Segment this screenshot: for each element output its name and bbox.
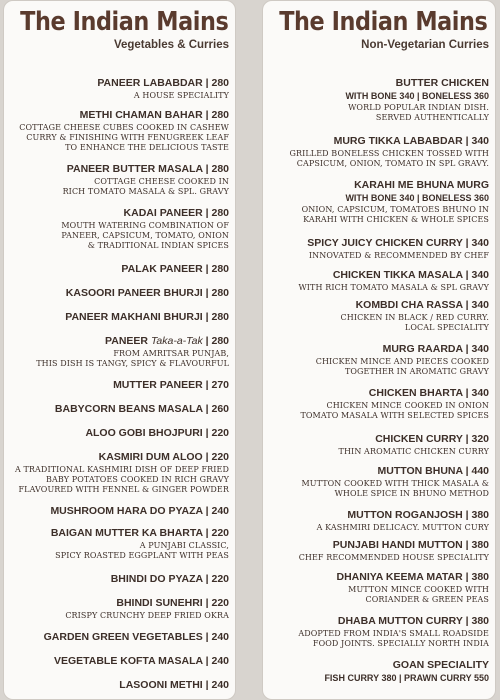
dish-title: DHANIYA KEEMA MATAR xyxy=(336,571,463,583)
menu-item xyxy=(4,77,229,101)
menu-item xyxy=(4,287,229,300)
dish-description: GRILLED BONELESS CHICKEN TOSSED WITH CAPSICUM, ONION, TOMATO IN SPL GRAVY. xyxy=(289,149,489,168)
dish-title: ALOO GOBI BHOJPURI xyxy=(85,427,203,439)
dish-name xyxy=(263,343,489,356)
dish-description: FROM AMRITSAR PUNJAB, THIS DISH IS TANGY, SPICY & FLAVOURFUL xyxy=(36,349,229,368)
menu-item xyxy=(263,509,489,533)
dish-name xyxy=(4,573,229,586)
dish-price: | 340 xyxy=(465,135,489,147)
menu-item xyxy=(263,299,489,333)
dish-price: | 280 xyxy=(205,163,229,175)
menu-item xyxy=(4,207,229,251)
dish-description: A PUNJABI CLASSIC, SPICY ROASTED EGGPLANT WITH PEAS xyxy=(55,541,229,560)
dish-description: CHICKEN IN BLACK / RED CURRY. LOCAL SPECIALITY xyxy=(340,313,489,332)
dish-description: MUTTON MINCE COOKED WITH CORIANDER & GREEN PEAS xyxy=(348,585,489,604)
menu-item xyxy=(4,631,229,644)
dish-description: ADOPTED FROM INDIA'S SMALL ROADSIDE FOOD JOINTS. SPECIALLY NORTH INDIA xyxy=(298,629,489,648)
dish-description: A HOUSE SPECIALITY xyxy=(133,91,229,100)
dish-description: MOUTH WATERING COMBINATION OF PANEER, CAPSICUM, TOMATO, ONION & TRADITIONAL INDIAN SPICES xyxy=(61,221,229,250)
menu-item xyxy=(263,135,489,169)
dish-description: CHICKEN MINCE AND PIECES COOKED TOGETHER IN AROMATIC GRAVY xyxy=(315,357,489,376)
menu-item xyxy=(4,655,229,668)
dish-name xyxy=(4,163,229,176)
dish-name xyxy=(4,207,229,220)
dish-title: MUTTER PANEER xyxy=(113,379,203,391)
dish-price: | 320 xyxy=(465,433,489,445)
dish-price: | 280 xyxy=(205,109,229,121)
menu-item xyxy=(4,505,229,518)
dish-price: | 280 xyxy=(205,335,229,347)
menu-item xyxy=(4,311,229,324)
menu-item xyxy=(4,679,229,692)
dish-name xyxy=(4,77,229,90)
menu-item xyxy=(263,433,489,457)
dish-price: | 440 xyxy=(465,465,489,477)
dish-description: CHICKEN MINCE COOKED IN ONION TOMATO MASALA WITH SELECTED SPICES xyxy=(300,401,489,420)
dish-description: INNOVATED & RECOMMENDED BY CHEF xyxy=(308,251,489,260)
dish-name xyxy=(263,387,489,400)
menu-item xyxy=(263,77,489,123)
dish-name xyxy=(4,379,229,392)
dish-price: | 340 xyxy=(465,343,489,355)
dish-description: ONION, CAPSICUM, TOMATOES BHUNO IN KARAHI WITH CHICKEN & WHOLE SPICES xyxy=(301,205,489,224)
dish-title: MURG TIKKA LABABDAR xyxy=(333,135,463,147)
dish-name xyxy=(4,263,229,276)
dish-title: MUTTON ROGANJOSH xyxy=(347,509,463,521)
dish-title: PANEER BUTTER MASALA xyxy=(66,163,203,175)
dish-description: WORLD POPULAR INDIAN DISH. SERVED AUTHENTICALLY xyxy=(348,103,489,122)
dish-price-options: FISH CURRY 380 | PRAWN CURRY 550 xyxy=(324,673,489,683)
dish-price: | 240 xyxy=(205,505,229,517)
menu-item xyxy=(4,597,229,621)
dish-title: GOAN SPECIALITY xyxy=(392,659,489,671)
panel-title: The Indian Mains xyxy=(20,7,229,37)
menu-item xyxy=(4,379,229,392)
menu-item xyxy=(4,263,229,276)
dish-title: BHINDI SUNEHRI xyxy=(116,597,203,609)
dish-price: | 280 xyxy=(205,287,229,299)
dish-description: A KASHMIRI DELICACY. MUTTON CURY xyxy=(316,523,489,532)
panel-title: The Indian Mains xyxy=(279,7,488,37)
panel-subtitle: Vegetables & Curries xyxy=(113,39,229,51)
dish-name xyxy=(263,509,489,522)
dish-price: | 220 xyxy=(205,573,229,585)
dish-name xyxy=(263,237,489,250)
dish-price: | 340 xyxy=(465,269,489,281)
menu-item xyxy=(263,343,489,377)
dish-price: | 270 xyxy=(205,379,229,391)
dish-name xyxy=(4,527,229,540)
dish-description: CHEF RECOMMENDED HOUSE SPECIALITY xyxy=(298,553,489,562)
menu-item xyxy=(263,237,489,261)
dish-price: | 220 xyxy=(205,451,229,463)
nonveg-menu-panel xyxy=(262,0,496,700)
dish-title: KASOORI PANEER BHURJI xyxy=(65,287,203,299)
dish-description: WITH RICH TOMATO MASALA & SPL GRAVY xyxy=(298,283,489,292)
dish-title: PANEER MAKHANI BHURJI xyxy=(65,311,203,323)
dish-title: PANEER xyxy=(105,335,149,347)
dish-name xyxy=(4,451,229,464)
dish-title: MUTTON BHUNA xyxy=(377,465,463,477)
dish-name xyxy=(263,571,489,584)
dish-price: | 380 xyxy=(465,539,489,551)
menu-item xyxy=(4,527,229,561)
dish-description: A TRADITIONAL KASHMIRI DISH OF DEEP FRIED BABY POTATOES COOKED IN RICH GRAVY FLAVOURED WITH FENNEL & GINGER POWDER xyxy=(14,465,229,494)
dish-name xyxy=(263,77,489,90)
menu-item xyxy=(263,269,489,293)
dish-description: CRISPY CRUNCHY DEEP FRIED OKRA xyxy=(65,611,229,620)
dish-price: | 340 xyxy=(465,299,489,311)
dish-name xyxy=(4,597,229,610)
dish-name xyxy=(263,465,489,478)
dish-title: CHICKEN CURRY xyxy=(375,433,463,445)
dish-title: KADAI PANEER xyxy=(123,207,203,219)
dish-price: | 260 xyxy=(205,403,229,415)
menu-item xyxy=(4,451,229,495)
menu-items xyxy=(263,1,495,699)
dish-name xyxy=(4,335,229,348)
menu-item xyxy=(263,465,489,499)
dish-price-options: WITH BONE 340 | BONELESS 360 xyxy=(345,91,489,101)
dish-price: | 240 xyxy=(205,679,229,691)
dish-name xyxy=(263,433,489,446)
dish-price: | 220 xyxy=(205,427,229,439)
dish-price: | 280 xyxy=(205,311,229,323)
dish-title: KARAHI ME BHUNA MURG xyxy=(354,179,489,191)
dish-style: Taka-a-Tak xyxy=(150,335,203,347)
dish-description: THIN AROMATIC CHICKEN CURRY xyxy=(338,447,489,456)
dish-title: VEGETABLE KOFTA MASALA xyxy=(53,655,203,667)
menu-item xyxy=(263,659,489,684)
menu-item xyxy=(263,539,489,563)
dish-title: LASOONI METHI xyxy=(119,679,203,691)
dish-title: CHICKEN TIKKA MASALA xyxy=(332,269,463,281)
dish-price-options: WITH BONE 340 | BONELESS 360 xyxy=(345,193,489,203)
dish-title: SPICY JUICY CHICKEN CURRY xyxy=(307,237,463,249)
dish-name xyxy=(4,655,229,668)
dish-description: COTTAGE CHEESE COOKED IN RICH TOMATO MASALA & SPL. GRAVY xyxy=(62,177,229,196)
dish-name xyxy=(4,311,229,324)
dish-name xyxy=(4,109,229,122)
dish-name xyxy=(4,287,229,300)
menu-item xyxy=(263,615,489,649)
menu-item xyxy=(263,179,489,225)
menu-item xyxy=(4,403,229,416)
dish-price: | 380 xyxy=(465,615,489,627)
dish-price: | 220 xyxy=(205,597,229,609)
dish-title: METHI CHAMAN BAHAR xyxy=(79,109,203,121)
dish-title: GARDEN GREEN VEGETABLES xyxy=(43,631,203,643)
dish-name xyxy=(263,539,489,552)
menu-item xyxy=(263,571,489,605)
dish-name xyxy=(263,179,489,192)
dish-title: BABYCORN BEANS MASALA xyxy=(54,403,203,415)
dish-name xyxy=(263,659,489,672)
dish-title: DHABA MUTTON CURRY xyxy=(337,615,463,627)
dish-name xyxy=(263,299,489,312)
dish-price: | 380 xyxy=(465,509,489,521)
dish-price: | 340 xyxy=(465,237,489,249)
dish-name xyxy=(4,679,229,692)
dish-title: MUSHROOM HARA DO PYAZA xyxy=(50,505,203,517)
dish-description: MUTTON COOKED WITH THICK MASALA & WHOLE SPICE IN BHUNO METHOD xyxy=(301,479,489,498)
dish-price: | 340 xyxy=(465,387,489,399)
dish-name xyxy=(263,269,489,282)
dish-price: | 240 xyxy=(205,631,229,643)
panel-subtitle: Non-Vegetarian Curries xyxy=(361,39,489,51)
menu-item xyxy=(4,573,229,586)
dish-name xyxy=(4,427,229,440)
veg-menu-panel xyxy=(3,0,236,700)
dish-price: | 240 xyxy=(205,655,229,667)
dish-title: KASMIRI DUM ALOO xyxy=(98,451,203,463)
dish-price: | 220 xyxy=(205,527,229,539)
menu-item xyxy=(4,163,229,197)
menu-item xyxy=(4,109,229,153)
dish-price: | 280 xyxy=(205,207,229,219)
menu-items xyxy=(4,1,235,699)
dish-title: BUTTER CHICKEN xyxy=(395,77,489,89)
dish-title: PUNJABI HANDI MUTTON xyxy=(332,539,463,551)
menu-item xyxy=(4,427,229,440)
dish-name xyxy=(263,615,489,628)
dish-title: PANEER LABABDAR xyxy=(97,77,203,89)
dish-title: BAIGAN MUTTER KA BHARTA xyxy=(50,527,203,539)
dish-name xyxy=(4,505,229,518)
dish-title: PALAK PANEER xyxy=(121,263,203,275)
dish-name xyxy=(263,135,489,148)
dish-title: CHICKEN BHARTA xyxy=(368,387,463,399)
dish-description: COTTAGE CHEESE CUBES COOKED IN CASHEW CURRY & FINISHING WITH FENUGREEK LEAF TO ENHANCE THE DELICIOUS TASTE xyxy=(19,123,229,152)
dish-price: | 280 xyxy=(205,263,229,275)
dish-name xyxy=(4,631,229,644)
menu-item xyxy=(4,335,229,369)
dish-price: | 380 xyxy=(465,571,489,583)
dish-price: | 280 xyxy=(205,77,229,89)
dish-name xyxy=(4,403,229,416)
dish-title: KOMBDI CHA RASSA xyxy=(355,299,463,311)
dish-title: BHINDI DO PYAZA xyxy=(110,573,203,585)
dish-title: MURG RAARDA xyxy=(382,343,463,355)
menu-item xyxy=(263,387,489,421)
